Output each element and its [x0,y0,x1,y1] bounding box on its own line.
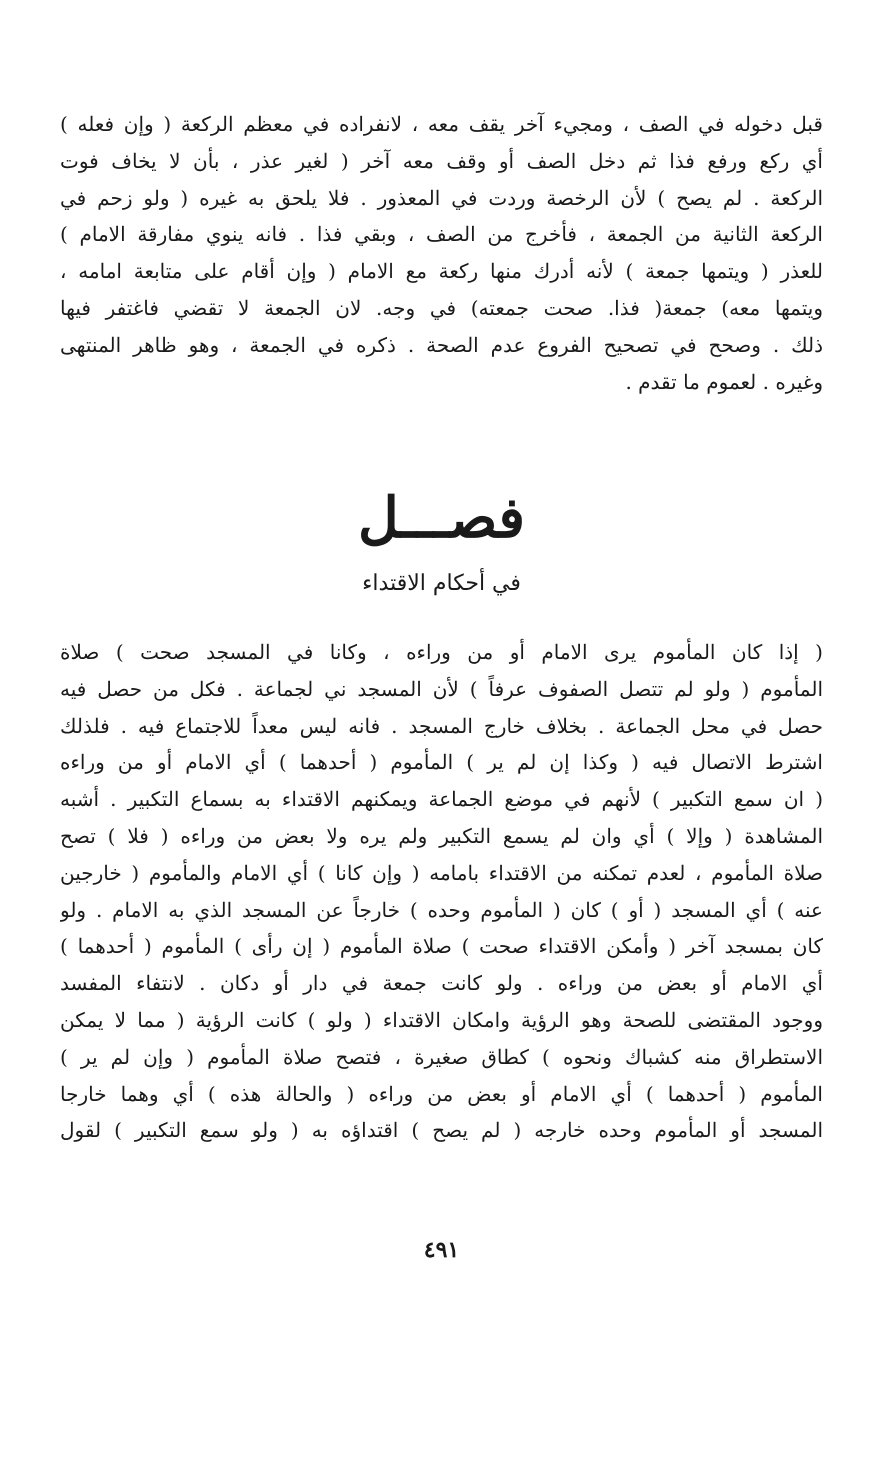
text-line: عنه ) أي المسجد ( أو ) كان ( المأموم وحده ) خارجاً عن المسجد الذي به الامام . ولو [60,897,823,922]
text-line: حصل في محل الجماعة . بخلاف خارج المسجد . فانه ليس معداً للاجتماع فيه . فلذلك [60,713,823,738]
text-line: اشترط الاتصال فيه ( وكذا إن لم ير ) المأموم ( أحدهما ) أي الامام أو من وراءه [60,750,823,775]
text-line: المسجد أو المأموم وحده خارجه ( لم يصح ) اقتداؤه به ( ولو سمع التكبير ) لقول [60,1118,823,1143]
text-line: قبل دخوله في الصف ، ومجيء آخر يقف معه ، لانفراده في معظم الركعة ( وإن فعله ) [60,112,823,136]
text-line: صلاة المأموم ، لعدم تمكنه من الاقتداء بامامه ( وإن كانا ) أي الامام والمأموم ( خارجين [60,860,823,885]
text-line: الركعة . لم يصح ) لأن الرخصة وردت في المعذور . فلا يلحق به غيره ( ولو زحم في [60,185,823,210]
text-line: للعذر ( ويتمها جمعة ) لأنه أدرك منها ركعة مع الامام ( وإن أقام على متابعة امامه ، [60,259,823,284]
text-line: ( إذا كان المأموم يرى الامام أو من وراءه ، وكانا في المسجد صحت ) صلاة [60,640,823,664]
text-line: ووجود المقتضى للصحة وهو الرؤية وامكان الاقتداء ( ولو ) كانت الرؤية ( مما لا يمكن [60,1007,823,1032]
text-line: الاستطراق منه كشباك ونحوه ) كطاق صغيرة ، فتصح صلاة المأموم ( وإن لم ير ) [60,1044,823,1069]
text-line: المأموم ( ولو لم تتصل الصفوف عرفاً ) لأن المسجد ني لجماعة . فكل من حصل فيه [60,676,823,701]
paragraph-1 [60,106,823,400]
text-line: المشاهدة ( وإلا ) أي وان لم يسمع التكبير ولم يره ولا بعض من وراءه ( فلا ) تصح [60,823,823,848]
text-line: المأموم ( أحدهما ) أي الامام أو بعض من وراءه ( والحالة هذه ) أي وهما خارجا [60,1081,823,1106]
text-line: الركعة الثانية من الجمعة ، فأخرج من الصف ، وبقي فذا . فانه ينوي مفارقة الامام ) [60,222,823,247]
text-line: أي الامام أو بعض من وراءه . ولو كانت جمعة في دار أو دكان . لانتفاء المفسد [60,971,823,996]
text-line: أي ركع ورفع فذا ثم دخل الصف أو وقف معه آخر ( لغير عذر ، بأن لا يخاف فوت [60,148,823,173]
section-heading: فصـــل [358,485,525,551]
section-subheading: في أحكام الاقتداء [362,571,521,596]
paragraph-2 [60,634,823,1149]
text-line: ويتمها معه) جمعة( فذا. صحت جمعته) في وجه. لان الجمعة لا تقضي فاغتفر فيها [60,295,823,320]
text-line: ( ان سمع التكبير ) لأنهم في موضع الجماعة ويمكنهم الاقتداء به بسماع التكبير . أشبه [60,787,823,812]
text-line: ذلك . وصحح في تصحيح الفروع عدم الصحة . ذكره في الجمعة ، وهو ظاهر المنتهى [60,332,823,357]
page-number: ٤٩١ [423,1237,460,1263]
text-line: وغيره . لعموم ما تقدم . [625,369,823,394]
text-line: كان بمسجد آخر ( وأمكن الاقتداء صحت ) صلاة المأموم ( إن رأى ) المأموم ( أحدهما ) [60,934,823,959]
